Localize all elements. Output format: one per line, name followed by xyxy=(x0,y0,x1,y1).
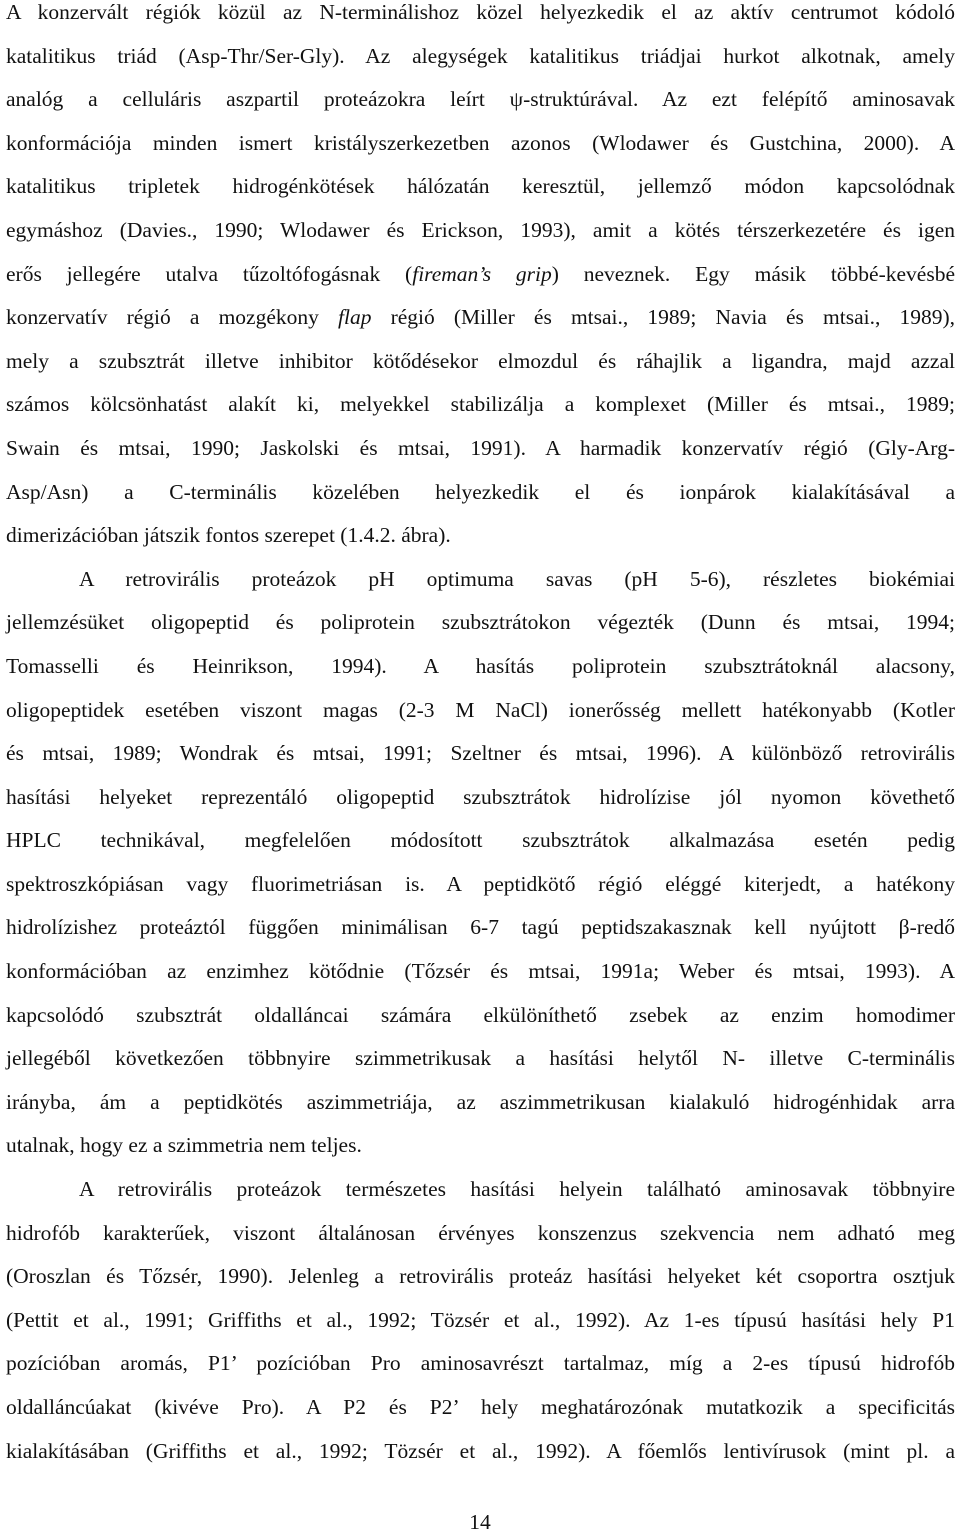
text-line: mely a szubsztrát illetve inhibitor kötődésekor elmozdul és ráhajlik a ligandra, majd azzal xyxy=(6,348,955,373)
text-line: kapcsolódó szubsztrát oldalláncai számára elkülöníthető zsebek az enzim homodimer xyxy=(6,1002,955,1027)
text-line: (Oroszlan és Tőzsér, 1990). Jelenleg a retrovirális proteáz hasítási helyeket két csoportra osztjuk xyxy=(6,1264,955,1289)
text-line: konformációban az enzimhez kötődnie (Tőzsér és mtsai, 1991a; Weber és mtsai, 1993). A xyxy=(6,959,955,984)
text-line: A konzervált régiók közül az N-terminálishoz közel helyezkedik el az aktív centrumot kódoló xyxy=(6,0,955,24)
text-line: analóg a celluláris aszpartil proteázokra leírt ψ-struktúrával. Az ezt felépítő aminosavak xyxy=(6,87,955,112)
paragraph xyxy=(6,558,955,1168)
text-line: oligopeptidek esetében viszont magas (2-3 M NaCl) ionerősség mellett hatékonyabb (Kotler xyxy=(6,697,955,722)
text-line: Asp/Asn) a C-terminális közelében helyezkedik el és ionpárok kialakításával a xyxy=(6,479,955,504)
text-line: hasítási helyeket reprezentáló oligopeptid szubsztrátok hidrolízise jól nyomon követhető xyxy=(6,784,955,809)
text-line: jellegéből következően többnyire szimmetrikusak a hasítási helytől N- illetve C-terminális xyxy=(6,1046,955,1071)
text-line: erős jellegére utalva tűzoltófogásnak (fireman’s grip) neveznek. Egy másik többé-kevésbé xyxy=(6,261,955,286)
text-line: számos kölcsönhatást alakít ki, melyekkel stabilizálja a komplexet (Miller és mtsai., 1989; xyxy=(6,392,955,417)
text-line: pozícióban aromás, P1’ pozícióban Pro aminosavrészt tartalmaz, míg a 2-es típusú hidrofób xyxy=(6,1351,955,1376)
text-line: konzervatív régió a mozgékony flap régió (Miller és mtsai., 1989; Navia és mtsai., 1989), xyxy=(6,305,955,330)
text-line: hidrofób karakterűek, viszont általánosan érvényes konszenzus szekvencia nem adható meg xyxy=(6,1220,955,1245)
text-line: Tomasselli és Heinrikson, 1994). A hasítás poliprotein szubsztrátoknál alacsony, xyxy=(6,653,955,678)
italic-term: flap xyxy=(338,305,372,330)
text-line: kialakításában (Griffiths et al., 1992; Tözsér et al., 1992). A főemlős lentivírusok (mint pl. a xyxy=(6,1438,955,1463)
text-line: A retrovirális proteázok pH optimuma savas (pH 5-6), részletes biokémiai xyxy=(79,566,955,591)
text-line: spektroszkópiásan vagy fluorimetriásan is. A peptidkötő régió eléggé kiterjedt, a hatékony xyxy=(6,871,955,896)
text-line: jellemzésüket oligopeptid és poliprotein szubsztrátokon végezték (Dunn és mtsai, 1994; xyxy=(6,610,955,635)
text-line: Swain és mtsai, 1990; Jaskolski és mtsai, 1991). A harmadik konzervatív régió (Gly-Arg- xyxy=(6,435,955,460)
text-line: konformációja minden ismert kristályszerkezetben azonos (Wlodawer és Gustchina, 2000). A xyxy=(6,130,955,155)
text-line: katalitikus triád (Asp-Thr/Ser-Gly). Az alegységek katalitikus triádjai hurkot alkotnak, amely xyxy=(6,43,955,68)
paragraph xyxy=(6,0,955,558)
body-text xyxy=(6,0,955,1473)
text-line: dimerizációban játszik fontos szerepet (1.4.2. ábra). xyxy=(6,523,451,548)
text-line: (Pettit et al., 1991; Griffiths et al., 1992; Tözsér et al., 1992). Az 1-es típusú hasítási hely P1 xyxy=(6,1307,955,1332)
text-line: egymáshoz (Davies., 1990; Wlodawer és Erickson, 1993), amit a kötés térszerkezetére és igen xyxy=(6,217,955,242)
text-line: katalitikus tripletek hidrogénkötések hálózatán keresztül, jellemző módon kapcsolódnak xyxy=(6,174,955,199)
text-line: A retrovirális proteázok természetes hasítási helyein található aminosavak többnyire xyxy=(79,1177,955,1202)
paragraph xyxy=(6,1168,955,1473)
text-line: irányba, ám a peptidkötés aszimmetriája, az aszimmetrikusan kialakuló hidrogénhidak arra xyxy=(6,1089,955,1114)
italic-term: fireman’s grip xyxy=(412,261,552,286)
text-line: HPLC technikával, megfelelően módosított szubsztrátok alkalmazása esetén pedig xyxy=(6,828,955,853)
text-line: utalnak, hogy ez a szimmetria nem teljes. xyxy=(6,1133,362,1158)
text-line: hidrolízishez proteáztól függően minimálisan 6-7 tagú peptidszakasznak kell nyújtott β-redő xyxy=(6,915,955,940)
text-line: és mtsai, 1989; Wondrak és mtsai, 1991; Szeltner és mtsai, 1996). A különböző retrovirális xyxy=(6,741,955,766)
text-line: oldalláncúakat (kivéve Pro). A P2 és P2’ hely meghatározónak mutatkozik a specificitás xyxy=(6,1395,955,1419)
page-number: 14 xyxy=(469,1510,491,1534)
